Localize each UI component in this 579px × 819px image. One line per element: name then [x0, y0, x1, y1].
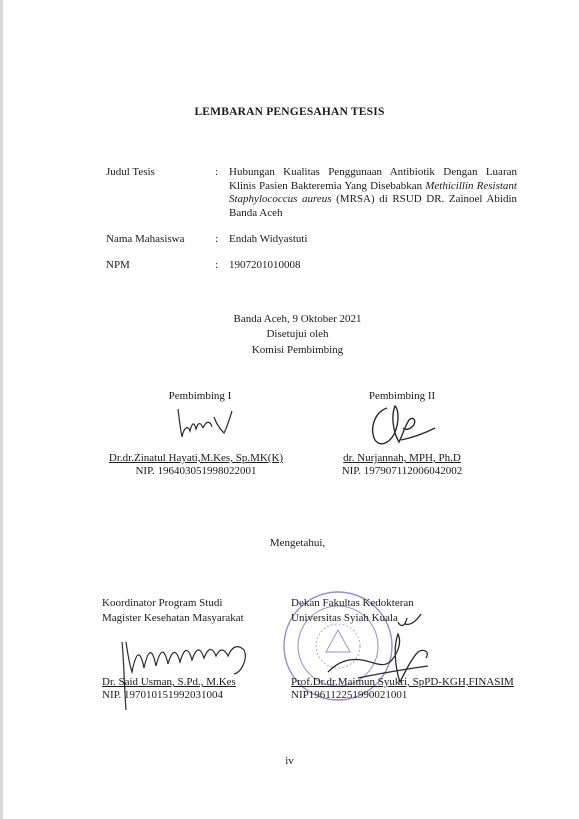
dean-role-line-1: Dekan Fakultas Kedokteran	[291, 597, 414, 609]
acknowledged-label: Mengetahui,	[269, 537, 326, 549]
npm-value: 1907201010008	[229, 259, 301, 271]
coordinator-name: Dr. Said Usman, S.Pd., M.Kes	[102, 676, 236, 688]
field-colon: :	[215, 166, 219, 178]
supervisor-1-name: Dr.dr.Zinatul Hayati,M.Kes, Sp.MK(K)	[108, 452, 284, 464]
dean-role-line-2: Universitas Syiah Kuala	[291, 612, 398, 624]
page-title: LEMBARAN PENGESAHAN TESIS	[194, 106, 385, 118]
supervisor-2-signature	[365, 398, 440, 453]
supervisor-2-nip: NIP. 197907112006042002	[341, 465, 463, 477]
dean-name: Prof.Dr.dr.Maimun Syukri, SpPD-KGH,FINASIM	[291, 676, 514, 688]
supervisor-1-nip: NIP. 196403051998022001	[135, 465, 257, 477]
thesis-title-part-2: (MRSA) di RSUD DR. Zainoel Abidin Banda Aceh	[229, 193, 517, 219]
field-label-nama: Nama Mahasiswa	[106, 233, 185, 245]
scan-edge-shadow	[0, 0, 3, 819]
supervisor-1-signature	[170, 403, 240, 443]
coordinator-nip: NIP. 197010151992031004	[102, 689, 224, 701]
committee-label: Komisi Pembimbing	[251, 344, 344, 356]
coordinator-role-line-2: Magister Kesehatan Masyarakat	[102, 612, 244, 624]
supervisor-2-name: dr. Nurjannah, MPH, Ph.D	[343, 452, 461, 464]
student-name-value: Endah Widyastuti	[229, 233, 308, 245]
thesis-title-part-1: Hubungan Kualitas Penggunaan Antibiotik Dengan Luaran Klinis Pasien Bakteremia Yang Disebabkan	[229, 166, 517, 192]
thesis-title-value	[229, 166, 517, 220]
approved-by: Disetujui oleh	[266, 328, 329, 340]
thesis-title-italic: Methicillin Resistant Staphylococcus aureus	[229, 179, 517, 205]
dean-nip: NIP196112251990021001	[291, 689, 408, 701]
place-date: Banda Aceh, 9 Oktober 2021	[233, 313, 362, 325]
field-colon: :	[215, 259, 219, 271]
page-number: iv	[285, 755, 294, 767]
field-label-npm: NPM	[106, 259, 130, 271]
field-label-judul: Judul Tesis	[106, 166, 155, 178]
supervisor-1-role: Pembimbing I	[168, 390, 232, 402]
coordinator-role-line-1: Koordinator Program Studi	[102, 597, 223, 609]
supervisor-2-role: Pembimbing II	[368, 390, 436, 402]
field-colon: :	[215, 233, 219, 245]
